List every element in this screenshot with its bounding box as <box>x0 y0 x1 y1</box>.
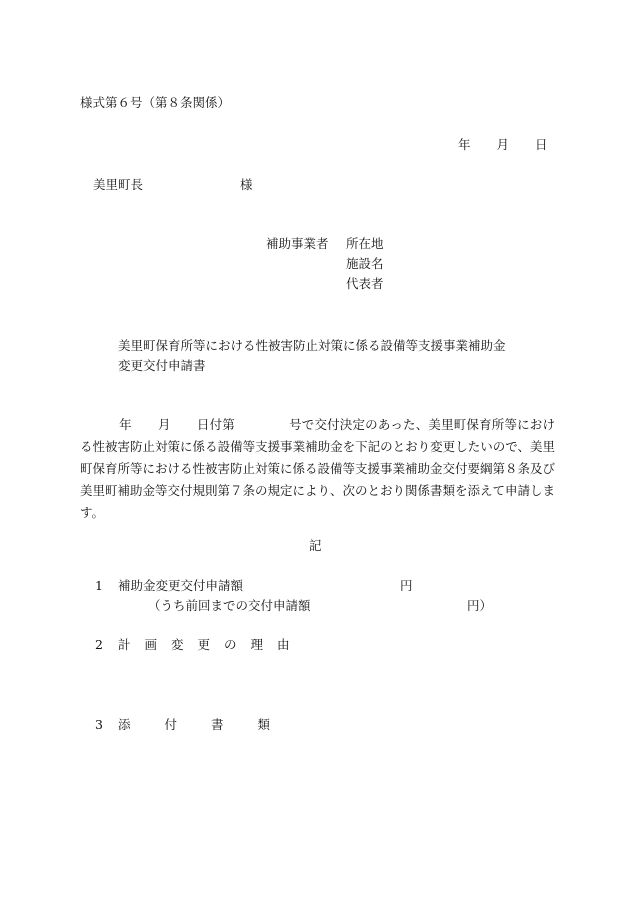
body-year: 年 <box>119 417 132 432</box>
item-1-number: 1 <box>95 578 103 593</box>
item-1-unit: 円 <box>400 578 413 593</box>
applicant-address-label: 所在地 <box>346 236 384 251</box>
date-line <box>458 137 548 153</box>
item-1-label: 補助金変更交付申請額 <box>118 578 244 593</box>
date-month: 月 <box>496 137 510 152</box>
form-number: 様式第６号（第８条関係） <box>80 95 231 110</box>
application-body <box>80 414 555 524</box>
item-2-number: 2 <box>95 637 103 652</box>
date-year: 年 <box>458 137 471 152</box>
body-month: 月 <box>157 417 171 432</box>
ki-heading: 記 <box>309 538 322 553</box>
item-2-label: 計画変更の理由 <box>118 637 304 652</box>
item-3-label: 添付書類 <box>118 717 305 732</box>
document-title-line2: 変更交付申請書 <box>118 358 206 373</box>
document-title-line1: 美里町保育所等における性被害防止対策に係る設備等支援事業補助金 <box>118 338 506 353</box>
applicant-representative-label: 代表者 <box>346 276 384 291</box>
addressee-honorific: 様 <box>240 177 253 192</box>
addressee-name: 美里町長 <box>93 177 144 192</box>
item-3-number: 3 <box>95 717 103 732</box>
body-main-text: 号で交付決定のあった、美里町保育所等における性被害防止対策に係る設備等支援事業補助金を下記のとおり変更したいので、美里町保育所等における性被害防止対策に係る設備等支援事業補助金交付要綱第８条及び美里町補助金等交付規則第７条の規定により、次のとおり関係書類を添えて申請します。 <box>80 417 556 520</box>
date-day: 日 <box>535 137 548 152</box>
applicant-label: 補助事業者 <box>266 236 329 251</box>
applicant-facility-label: 施設名 <box>346 256 384 271</box>
item-1-sub-label: （うち前回までの交付申請額 <box>148 598 311 613</box>
item-1-sub-unit: 円） <box>467 598 493 613</box>
body-day-ref: 日付第 <box>196 417 235 432</box>
